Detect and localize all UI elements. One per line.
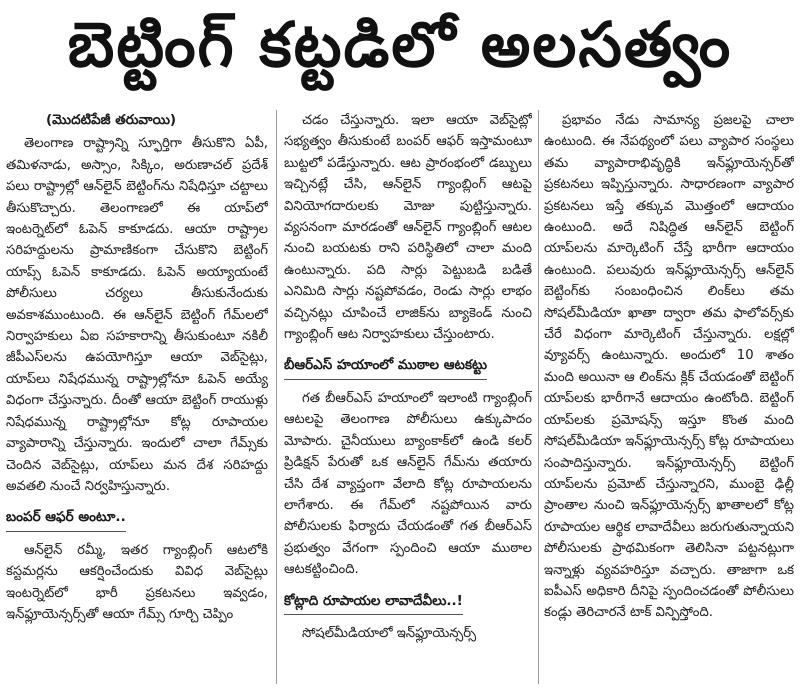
column-2-paragraph-2: గత బీఆర్ఎస్ హయాంలో ఇలాంటి గ్యాంబ్లింగ్ ఆటలపై తెలంగాణ పోలీసులు ఉక్కుపాదం మోపారు. చైనీయులు బ్యాంకాక్‌లో ఉండి కలర్ ప్రిడిక్షన్ పేరుతో ఒక ఆన్‌లైన్ గేమ్‌ను తయారు చేసి దేశ వ్యాప్తంగా వేలాది కోట్ల రూపాయలను లాగేశారు. ఈ గేమ్‌లో నష్టపోయిన వారు పోలీసులకు ఫిర్యాదు చేయడంతో గత బీఆర్ఎస్ ప్రభుత్వం వేగంగా స్పందించి ఆయా ముఠాల ఆటకట్టించింది. <box>284 390 532 578</box>
continuation-tag: (మొదటిపేజీ తరువాయి) <box>46 112 177 128</box>
column-2 <box>284 110 532 684</box>
column-divider <box>538 110 539 684</box>
column-1 <box>6 110 268 684</box>
column-3 <box>544 110 794 684</box>
column-1-paragraph-2: ఆన్‌లైన్ రమ్మీ, ఇతర గ్యాంబ్లింగ్ ఆటలోకి కస్టమర్లను ఆకర్షించేందుకు వివిధ వెబ్‌సైట్లు ఇంటర్నెట్‌లో భారీ ప్రకటనలు ఇవ్వడం, ఇన్‌ఫ్లూయెన్సర్స్‌తో ఆయా గేమ్స్ గూర్చి చెప్పిం <box>6 542 268 622</box>
subhead-brs-era: బీఆర్ఎస్ హయాంలో ముఠాల ఆటకట్టు <box>284 355 487 379</box>
subhead-bumper-offer: బంపర్ ఆఫర్ అంటూ.. <box>6 507 126 531</box>
article-columns <box>6 110 794 684</box>
column-2-paragraph-1: చడం చేస్తున్నారు. ఇలా ఆయా వెబ్‌సైట్లో సభ్యత్వం తీసుకుంటే బంపర్ ఆఫర్ ఇస్తామంటూ బుట్టలో పడేస్తున్నారు. ఆట ప్రారంభంలో డబ్బులు ఇచ్చినట్లే చేసి, ఆన్‌లైన్ గ్యాంబ్లింగ్ ఆటపై వినియోగదారులకు మోజు పుట్టిస్తున్నారు. వ్యసనంగా మారడంతో ఆన్‌లైన్ గ్యాంబ్లింగ్ ఆటల నుంచి బయటకు రాని పరిస్థితిలో చాలా మంది ఉంటున్నారు. పది సార్లు పెట్టుబడి బడితే ఎనిమిది సార్లు నష్టపోవడం, రెండు సార్లు లాభం వచ్చినట్లు చూపించే లాజిక్‌ను బ్యాకెండ్ నుంచి గ్యాంబ్లింగ్ ఆట నిర్వాహకులు చేస్తుంటారు. <box>284 113 532 343</box>
headline: బెట్టింగ్ కట్టడిలో అలసత్వం <box>67 8 733 81</box>
column-3-paragraph-1: ప్రభావం నేడు సామాన్య ప్రజలపై చాలా ఉంటుంది. ఈ నేపథ్యంలో పలు వ్యాపార సంస్థలు తమ వ్యాపారాభివృద్ధికి ఇన్‌ఫ్లూయెన్సర్‌తో ప్రకటనలు ఇప్పిస్తున్నారు. సాధారణంగా వ్యాపార ప్రకటనలు ఇస్తే తక్కువ మొత్తంలో ఆదాయం ఉంటుంది. అదే నిషిద్ధిత ఆన్‌లైన్ బెట్టింగ్ యాప్‌లను మార్కెటింగ్ చేస్తే భారీగా ఆదాయం ఉంటుంది. పలువురు ఇన్‌ఫ్లూయెన్సర్స్ ఆన్‌లైన్ బెట్టింగ్‌కు సంబంధించిన లింక్‌లు తమ సోషల్‌మీడియా ఖాతా ద్వారా తమ ఫాలోవర్స్‌కు చేరే విధంగా మార్కెటింగ్ చేస్తున్నారు. లక్షల్లో వ్యూవర్స్ ఉంటున్నారు. అందులో 10 శాతం మంది అయినా ఆ లింక్‌ను క్లిక్ చేయడంతో బెట్టింగ్ యాప్‌లకు భారీగానే ఆదాయం ఉంటోంది. బెట్టింగ్ యాప్‌లకు ప్రమోషన్స్ ఇస్తూ కొంత మంది సోషల్‌మీడియా ఇన్‌ఫ్లూయెన్సర్స్ కోట్ల రూపాయలు సంపాదిస్తున్నారు. ఇన్‌ఫ్లూయెన్సర్స్ బెట్టింగ్ యాప్‌లను ప్రమోట్ చేస్తున్నారని, ముంబై ఢిల్లీ ప్రాంతాల నుంచి ఇన్‌ఫ్లూయెన్సర్స్ ఖాతాలలో కోట్ల రూపాయల ఆర్థిక లావాదేవీలు జరుగుతున్నాయని పోలీసులకు ప్రాథమికంగా తెలిసినా పట్టనట్లుగా ఇన్నాళ్లు వ్యవహరిస్తూ వచ్చారు. తాజాగా ఒక ఐపీఎస్ అధికారి దీనిపై స్పందించడంతో పోలీసులు కండ్లు తెరిచారనే టాక్ విన్పిస్తోంది. <box>544 113 794 621</box>
column-1-paragraph-1: తెలంగాణ రాష్ట్రాన్ని స్ఫూర్తిగా తీసుకొని ఏపీ, తమిళనాడు, అస్సాం, సిక్కిం, అరుణాచల్ ప్రదేశ్ పలు రాష్ట్రాల్లో ఆన్‌లైన్ బెట్టింగ్‌ను నిషేధిస్తూ చట్టాలు తీసుకొచ్చారు. తెలంగాణలో ఈ యాప్‌లో ఇంటర్నెట్‌లో ఓపెన్ కాకూడదు. ఆయా రాష్ట్రాల సరిహద్దులను ప్రామాణికంగా చేసుకొని బెట్టింగ్ యాప్స్ ఓపెన్ కాకూడదు. ఓపెన్ అయ్యాయంటే పోలీసులు చర్యలు తీసుకునేందుకు అవకాశముంటుంది. ఈ ఆన్‌లైన్ బెట్టింగ్ గేమ్‌లలో నిర్వాహకులు ఏఐ సహకారాన్ని తీసుకుంటూ నకిలీ జీపీఎస్‌లను ఉపయోగిస్తూ ఆయా వెబ్‌సైట్లు, యాప్‌లు నిషేధమున్న రాష్ట్రాల్లోనూ ఓపెన్ అయ్యే విధంగా చేస్తున్నారు. దీంతో ఆయా బెట్టింగ్ రాయుళ్లు నిషేధమున్న రాష్ట్రాల్లోనూ కోట్ల రూపాయల వ్యాపారాన్ని చేస్తున్నారు. ఇందులో చాలా గేమ్స్‌కు చెందిన వెబ్‌సైట్లు, యాప్‌లు మన దేశ సరిహద్దు అవతలి నుంచే నిర్వహిస్తున్నారు. <box>6 136 268 494</box>
subhead-crore-transactions: కోట్లాది రూపాయల లావాదేవీలు..! <box>284 591 463 615</box>
column-2-paragraph-3: సోషల్‌మీడియాలో ఇన్‌ఫ్లూయెన్సర్స్ <box>302 625 477 641</box>
column-divider <box>276 110 277 684</box>
